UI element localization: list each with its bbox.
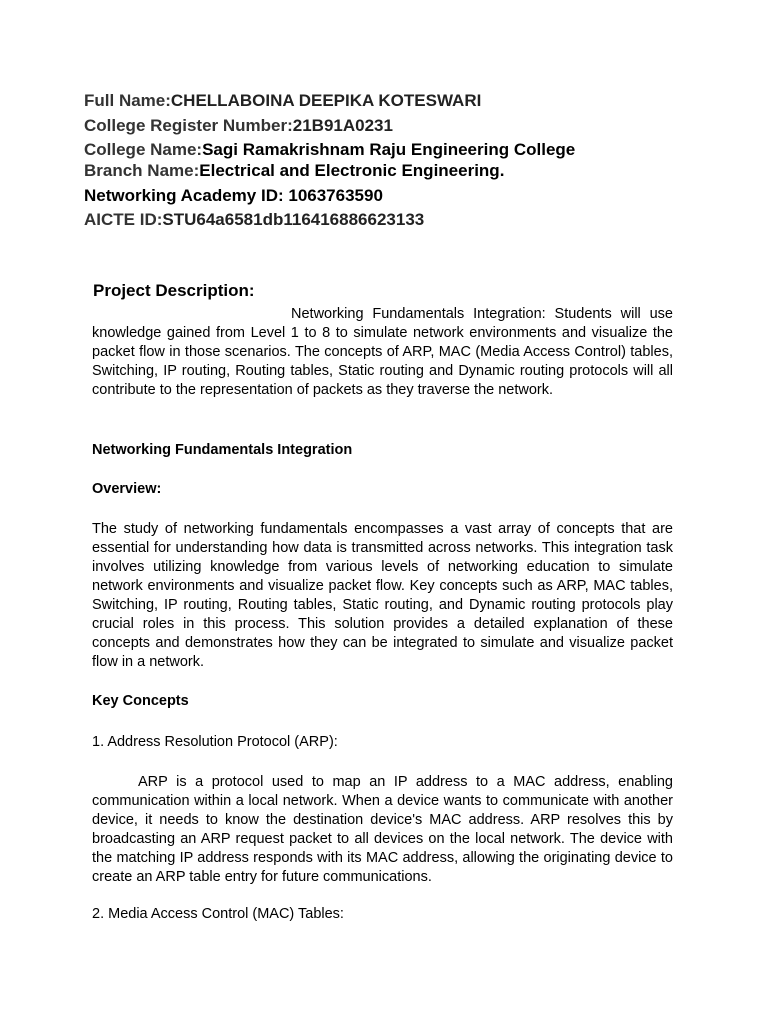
- arp-heading: 1. Address Resolution Protocol (ARP):: [92, 734, 338, 750]
- mac-tables-heading: 2. Media Access Control (MAC) Tables:: [92, 906, 344, 922]
- academy-id-line: [84, 186, 383, 206]
- college-name-value: Sagi Ramakrishnam Raju Engineering College: [202, 140, 576, 159]
- register-number-value: 21B91A0231: [292, 116, 393, 135]
- college-name-label: College Name:: [84, 140, 203, 159]
- aicte-id-label: AICTE ID:: [84, 210, 163, 229]
- integration-heading: Networking Fundamentals Integration: [92, 442, 353, 458]
- aicte-id-line: [84, 210, 424, 230]
- overview-heading: Overview:: [92, 481, 162, 497]
- arp-text: ARP is a protocol used to map an IP address to a MAC address, enabling communication within a local network. When a device wants to communicate with another device, it needs to know the destination device's MAC address. ARP resolves this by broadcasting an ARP request packet to all devices on the local network. The device with the matching IP address responds with its MAC address, allowing the originating device to create an ARP table entry for future communications.: [92, 774, 673, 885]
- branch-name-label: Branch Name:: [84, 161, 200, 180]
- register-number-line: [84, 116, 393, 136]
- college-name-line: [84, 140, 575, 160]
- key-concepts-heading: Key Concepts: [92, 693, 189, 709]
- academy-id-label: Networking Academy ID:: [84, 186, 289, 205]
- academy-id-value: 1063763590: [288, 186, 383, 205]
- register-number-label: College Register Number:: [84, 116, 293, 135]
- branch-name-value: Electrical and Electronic Engineering.: [199, 161, 505, 180]
- aicte-id-value: STU64a6581db116416886623133: [162, 210, 425, 229]
- full-name-line: [84, 91, 481, 111]
- full-name-value: CHELLABOINA DEEPIKA KOTESWARI: [170, 91, 482, 110]
- overview-text: The study of networking fundamentals encompasses a vast array of concepts that are essential for understanding how data is transmitted across networks. This integration task involves utilizing knowledge from various levels of networking education to simulate network environments and visualize packet flow. Key concepts such as ARP, MAC tables, Switching, IP routing, Routing tables, Static routing, and Dynamic routing protocols play crucial roles in this process. This solution provides a detailed explanation of these concepts and demonstrates how they can be integrated to simulate and visualize packet flow in a network.: [92, 521, 673, 670]
- branch-name-line: [84, 161, 504, 181]
- project-description-text: Networking Fundamentals Integration: Students will use knowledge gained from Level 1 to 8 to simulate network environments and visualize the packet flow in those scenarios. The concepts of ARP, MAC (Media Access Control) tables, Switching, IP routing, Routing tables, Static routing and Dynamic routing protocols will all contribute to the representation of packets as they traverse the network.: [92, 306, 673, 398]
- full-name-label: Full Name:: [84, 91, 171, 110]
- project-description-title: Project Description:: [93, 281, 255, 300]
